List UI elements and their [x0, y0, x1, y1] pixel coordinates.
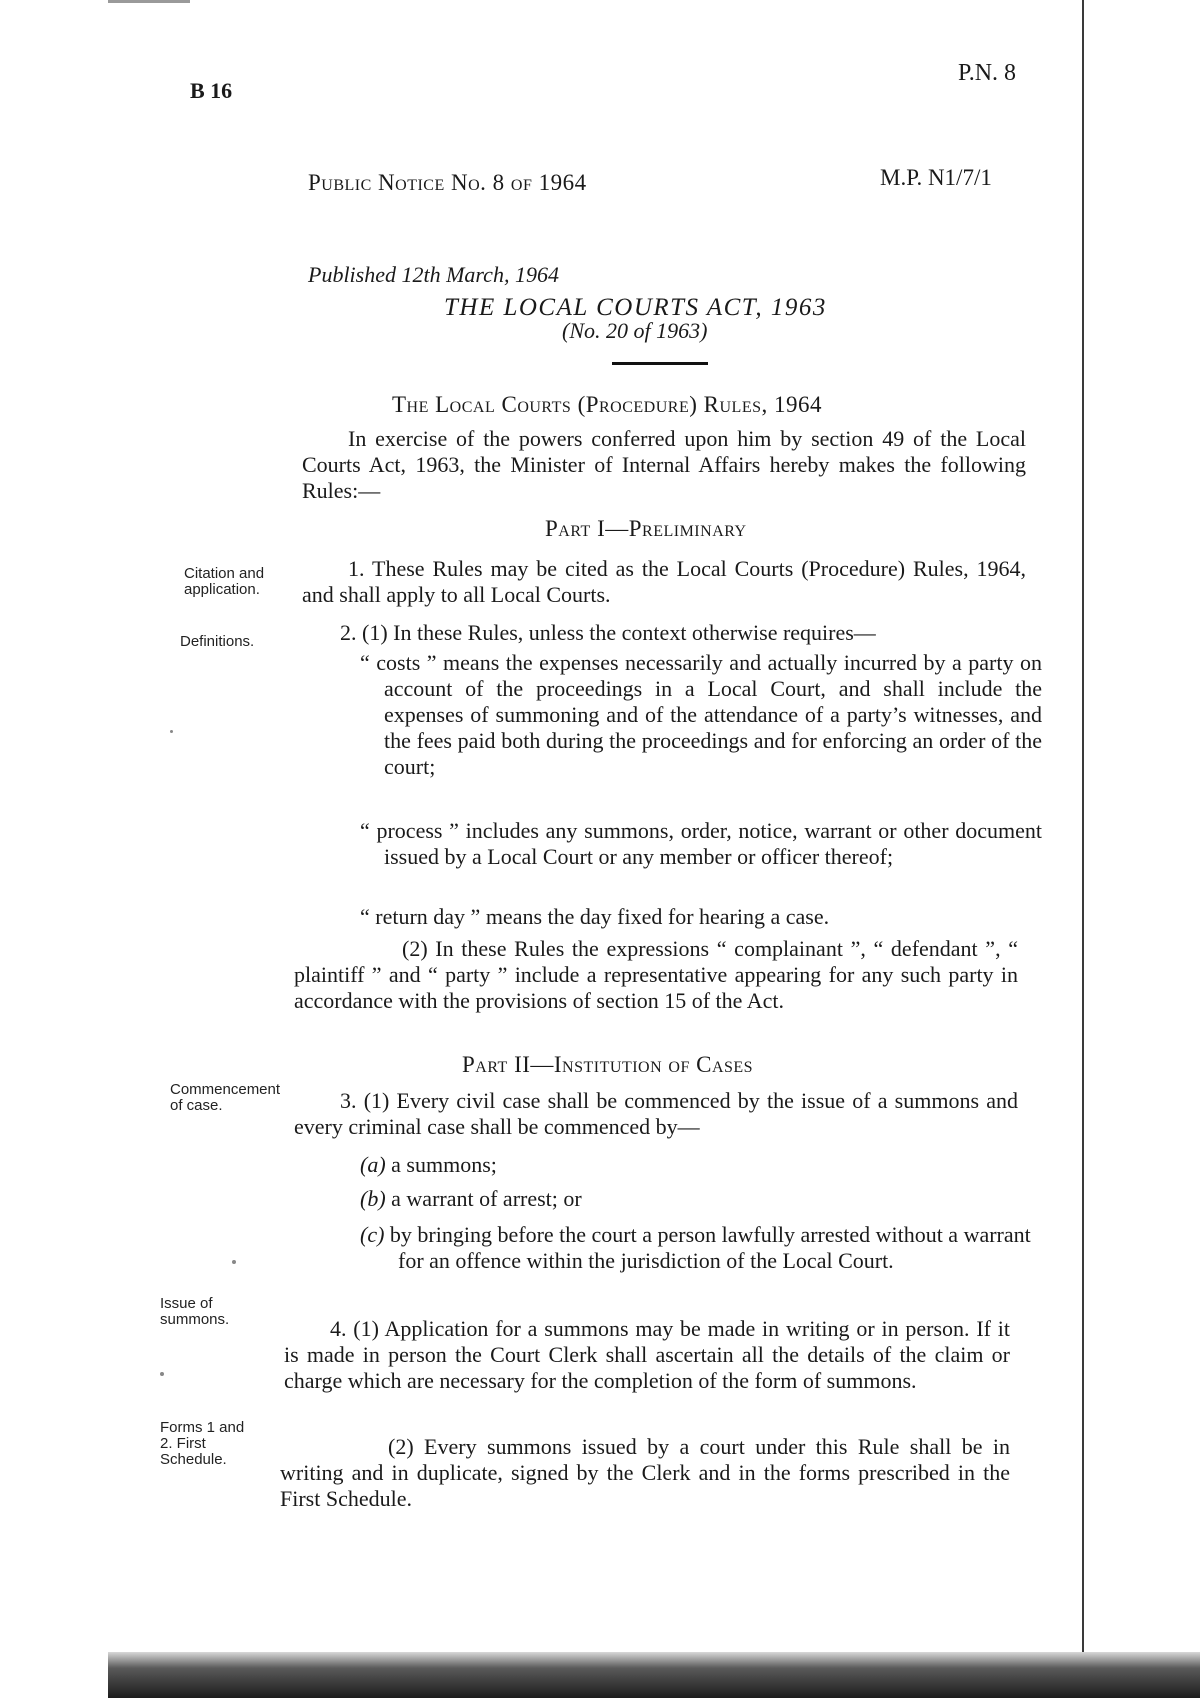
scan-speck: [232, 1260, 236, 1264]
part-1-heading: Part I—Preliminary: [545, 516, 747, 541]
definition-process: “ process ” includes any summons, order, notice, warrant or other document issued by a Local Court or any member or officer thereof;: [360, 818, 1042, 869]
margin-note-commencement: Commencement of case.: [170, 1081, 281, 1114]
item-label: (a): [360, 1152, 386, 1177]
margin-note-definitions: Definitions.: [180, 633, 255, 650]
rule-2-intro: 2. (1) In these Rules, unless the context otherwise requires—: [340, 620, 876, 645]
act-number: (No. 20 of 1963): [562, 318, 708, 343]
rule-3-item-c: [360, 1222, 1058, 1274]
scan-bottom-shadow: [108, 1652, 1200, 1698]
item-label: (b): [360, 1186, 386, 1211]
scan-speck: [170, 730, 173, 733]
scan-edge-top: [108, 0, 190, 3]
definition-return-day: “ return day ” means the day fixed for hearing a case.: [360, 904, 830, 929]
definition-costs: “ costs ” means the expenses necessarily and actually incurred by a party on account of the proceedings in a Local Court, and shall include the expenses of summoning and of the attendance of a party’s witnesses, and the fees paid both during the proceedings and for enforcing an order of the court;: [360, 650, 1042, 779]
published-date: Published 12th March, 1964: [308, 262, 559, 287]
item-label: (c): [360, 1222, 385, 1247]
item-text: by bringing before the court a person lawfully arrested without a warrant for an offence within the jurisdiction of the Local Court.: [389, 1222, 1031, 1273]
file-reference: M.P. N1/7/1: [880, 165, 992, 190]
item-text: a summons;: [391, 1152, 497, 1177]
act-title: THE LOCAL COURTS ACT, 1963: [444, 294, 827, 321]
title-divider: [612, 362, 708, 365]
public-notice-number: P.N. 8: [958, 60, 1017, 86]
rule-2-subrule-2: (2) In these Rules the expressions “ complainant ”, “ defendant ”, “ plaintiff ” and “ party ” include a representative appearing for any such party in accordance with the provisions of section 15 of the Act.: [294, 936, 1018, 1013]
scan-edge-right: [1082, 0, 1084, 1698]
rule-3: 3. (1) Every civil case shall be commenced by the issue of a summons and every criminal case shall be commenced by—: [294, 1088, 1018, 1139]
preamble: In exercise of the powers conferred upon him by section 49 of the Local Courts Act, 1963, the Minister of Internal Affairs hereby makes the following Rules:—: [302, 426, 1026, 503]
notice-title: Public Notice No. 8 of 1964: [308, 170, 587, 195]
rule-3-item-a: [360, 1152, 1020, 1178]
scan-speck: [160, 1372, 164, 1376]
margin-note-forms: Forms 1 and 2. First Schedule.: [160, 1419, 245, 1468]
part-2-heading: Part II—Institution of Cases: [462, 1052, 754, 1077]
rule-4: 4. (1) Application for a summons may be made in writing or in person. If it is made in person the Court Clerk shall ascertain all the details of the claim or charge which are necessary for the completion of the form of summons.: [284, 1316, 1010, 1393]
page-reference: B 16: [190, 78, 233, 103]
margin-note-citation: Citation and application.: [184, 565, 265, 598]
margin-note-issue-of-summons: Issue of summons.: [160, 1295, 230, 1328]
item-text: a warrant of arrest; or: [391, 1186, 582, 1211]
rule-1: 1. These Rules may be cited as the Local Courts (Procedure) Rules, 1964, and shall apply to all Local Courts.: [302, 556, 1026, 607]
rule-4-subrule-2: (2) Every summons issued by a court under this Rule shall be in writing and in duplicate, signed by the Clerk and in the forms prescribed in the First Schedule.: [280, 1434, 1010, 1511]
rule-3-item-b: [360, 1186, 1020, 1212]
rules-title: The Local Courts (Procedure) Rules, 1964: [392, 392, 822, 417]
